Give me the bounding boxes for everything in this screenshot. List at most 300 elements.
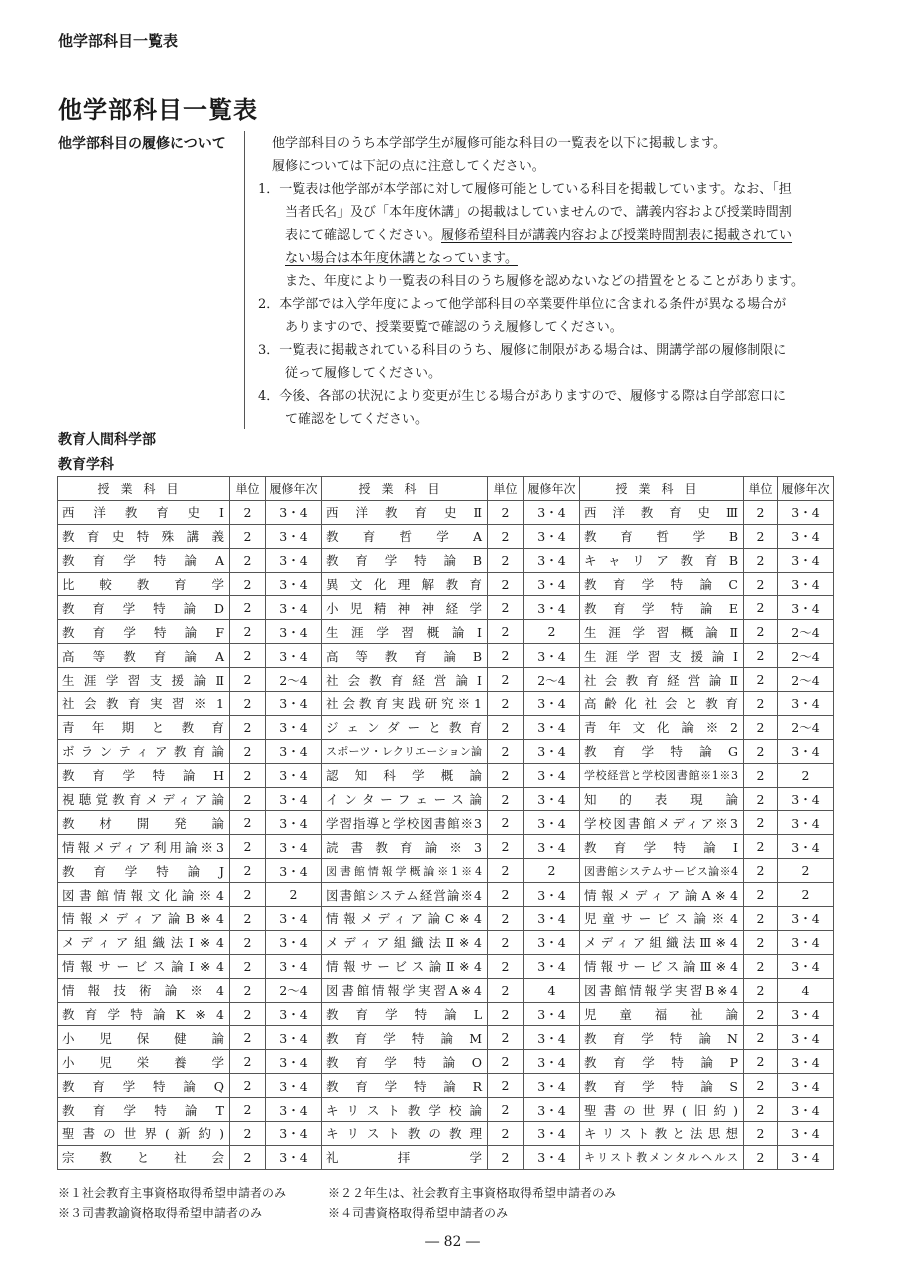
course-year: 3・4 [266,907,322,931]
course-year: 3・4 [266,1098,322,1122]
page-number: ― 82 ― [425,1234,480,1250]
course-year: 2〜4 [778,620,834,644]
table-row [58,572,834,596]
course-subject: 教育学特論A [58,548,230,572]
course-year: 3・4 [266,835,322,859]
course-year: 3・4 [266,930,322,954]
course-subject: 小児保健論 [58,1026,230,1050]
course-subject: インターフェース論 [322,787,488,811]
header-credits: 単位 [488,477,524,501]
course-credits: 2 [488,668,524,692]
course-credits: 2 [230,1002,266,1026]
course-subject: 教育学特論L [322,1002,488,1026]
notes-line-text: 従って履修してください。 [285,366,442,381]
course-year: 3・4 [266,859,322,883]
table-row [58,1098,834,1122]
course-credits: 2 [230,1050,266,1074]
course-year: 3・4 [524,644,580,668]
course-year: 3・4 [778,1050,834,1074]
course-credits: 2 [230,787,266,811]
course-subject: 聖書の世界(旧約) [580,1098,744,1122]
course-subject: メディア組織法Ⅱ※4 [322,930,488,954]
course-year: 2〜4 [266,978,322,1002]
course-year: 3・4 [524,954,580,978]
course-credits: 2 [230,763,266,787]
course-subject: 高等教育論A [58,644,230,668]
course-credits: 2 [230,930,266,954]
table-row [58,859,834,883]
table-row [58,1074,834,1098]
course-credits: 2 [230,524,266,548]
course-subject: 教育学特論J [58,859,230,883]
course-subject: 教育学特論G [580,739,744,763]
course-year: 3・4 [524,739,580,763]
course-year: 3・4 [778,1145,834,1169]
course-credits: 2 [230,739,266,763]
notes-line-text: 当者氏名」及び「本年度休講」の掲載はしていませんので、講義内容および授業時間割 [285,205,792,220]
course-subject: 情報メディア利用論※3 [58,835,230,859]
course-subject: 図書館情報学概論※1※4 [322,859,488,883]
notes-body [258,132,838,431]
course-subject: 生涯学習支援論Ⅰ [580,644,744,668]
table-row [58,692,834,716]
course-credits: 2 [744,930,778,954]
course-year: 3・4 [266,787,322,811]
course-year: 3・4 [266,1074,322,1098]
course-subject: 知的表現論 [580,787,744,811]
table-row [58,596,834,620]
course-subject: 高齢化社会と教育 [580,692,744,716]
table-row [58,978,834,1002]
course-credits: 2 [230,954,266,978]
course-credits: 2 [230,835,266,859]
notes-line-text: 4．今後、各部の状況により変更が生じる場合がありますので、履修する際は自学部窓口に [258,389,787,404]
subdepartment-title: 教育学科 [58,457,114,473]
course-credits: 2 [230,1074,266,1098]
course-credits: 2 [744,668,778,692]
course-credits: 2 [488,1122,524,1146]
course-subject: 児童福祉論 [580,1002,744,1026]
course-year: 3・4 [524,763,580,787]
notes-line-text: 1．一覧表は他学部が本学部に対して履修可能としている科目を掲載しています。なお、「担 [258,182,792,197]
footnote: ※１社会教育主事資格取得希望申請者のみ [58,1186,287,1200]
course-subject: 図書館情報学実習A※4 [322,978,488,1002]
course-year: 3・4 [778,907,834,931]
footnote: ※２２年生は、社会教育主事資格取得希望申請者のみ [328,1186,617,1200]
notes-line-text: また、年度により一覧表の科目のうち履修を認めないなどの措置をとることがあります。 [285,274,804,289]
course-table [57,476,834,1170]
course-credits: 2 [230,1098,266,1122]
course-subject: 小児栄養学 [58,1050,230,1074]
course-credits: 2 [744,620,778,644]
course-year: 3・4 [266,1145,322,1169]
table-row [58,668,834,692]
course-credits: 2 [488,548,524,572]
notes-line [258,362,838,385]
footnotes [58,1183,616,1223]
course-credits: 2 [744,787,778,811]
course-year: 2 [524,859,580,883]
course-credits: 2 [230,644,266,668]
course-year: 3・4 [524,1098,580,1122]
course-subject: ボランティア教育論 [58,739,230,763]
course-year: 3・4 [778,548,834,572]
course-subject: 教育学特論T [58,1098,230,1122]
course-year: 3・4 [524,1074,580,1098]
course-year: 3・4 [524,500,580,524]
course-subject: キリスト教と法思想 [580,1122,744,1146]
course-year: 3・4 [778,1002,834,1026]
course-credits: 2 [488,883,524,907]
table-row [58,644,834,668]
course-year: 3・4 [524,572,580,596]
course-year: 4 [524,978,580,1002]
header-year: 履修年次 [266,477,322,501]
table-row [58,739,834,763]
course-year: 3・4 [524,596,580,620]
course-credits: 2 [744,596,778,620]
course-subject: キャリア教育B [580,548,744,572]
course-subject: 生涯学習支援論Ⅱ [58,668,230,692]
course-year: 3・4 [778,1074,834,1098]
course-credits: 2 [230,811,266,835]
course-subject: 青年期と教育 [58,715,230,739]
course-year: 3・4 [266,811,322,835]
course-subject: 情報サービス論Ⅱ※4 [322,954,488,978]
course-subject: 高等教育論B [322,644,488,668]
notes-line [258,385,838,408]
course-year: 3・4 [778,930,834,954]
course-subject: 教育学特論M [322,1026,488,1050]
course-credits: 2 [744,692,778,716]
notes-divider [244,131,245,429]
course-subject: 礼拝学 [322,1145,488,1169]
course-credits: 2 [488,644,524,668]
department-title: 教育人間科学部 [58,432,156,448]
header-credits: 単位 [744,477,778,501]
course-credits: 2 [744,739,778,763]
course-credits: 2 [744,811,778,835]
course-credits: 2 [230,978,266,1002]
course-credits: 2 [488,1098,524,1122]
course-subject: 情報技術論※4 [58,978,230,1002]
course-year: 3・4 [266,692,322,716]
course-credits: 2 [230,907,266,931]
course-subject: 西洋教育史Ⅲ [580,500,744,524]
course-subject: 視聴覚教育メディア論 [58,787,230,811]
course-year: 3・4 [266,739,322,763]
table-row [58,620,834,644]
course-credits: 2 [744,572,778,596]
course-credits: 2 [744,835,778,859]
running-header: 他学部科目一覧表 [58,32,179,50]
course-year: 3・4 [778,739,834,763]
course-credits: 2 [744,883,778,907]
course-subject: メディア組織法Ⅲ※4 [580,930,744,954]
course-subject: 比較教育学 [58,572,230,596]
course-subject: 図書館情報学実習B※4 [580,978,744,1002]
course-year: 3・4 [266,1122,322,1146]
header-credits: 単位 [230,477,266,501]
course-year: 3・4 [266,1026,322,1050]
course-subject: 教育学特論O [322,1050,488,1074]
course-subject: 情報メディア論C※4 [322,907,488,931]
course-subject: メディア組織法Ⅰ※4 [58,930,230,954]
course-year: 2 [266,883,322,907]
course-credits: 2 [230,548,266,572]
course-subject: 情報メディア論B※4 [58,907,230,931]
course-subject: 教育学特論E [580,596,744,620]
course-credits: 2 [488,620,524,644]
course-credits: 2 [488,596,524,620]
course-year: 3・4 [524,1145,580,1169]
course-credits: 2 [230,500,266,524]
course-year: 3・4 [524,1026,580,1050]
table-row [58,1122,834,1146]
course-subject: 情報サービス論Ⅲ※4 [580,954,744,978]
course-year: 2〜4 [778,668,834,692]
course-subject: 読書教育論※3 [322,835,488,859]
course-credits: 2 [744,763,778,787]
course-subject: 学習指導と学校図書館※3 [322,811,488,835]
course-credits: 2 [488,907,524,931]
course-year: 2〜4 [778,644,834,668]
course-credits: 2 [488,1074,524,1098]
course-credits: 2 [488,763,524,787]
course-subject: 児童サービス論※4 [580,907,744,931]
notes-line-text: 履修については下記の点に注意してください。 [272,159,545,174]
course-subject: 教育学特論Ⅰ [580,835,744,859]
course-year: 3・4 [524,1122,580,1146]
table-row [58,883,834,907]
course-credits: 2 [230,1026,266,1050]
course-year: 3・4 [524,835,580,859]
table-row [58,907,834,931]
course-year: 3・4 [266,620,322,644]
course-subject: 教育哲学B [580,524,744,548]
course-year: 2 [524,620,580,644]
course-subject: 認知科学概論 [322,763,488,787]
course-credits: 2 [488,835,524,859]
course-credits: 2 [744,1145,778,1169]
course-credits: 2 [488,572,524,596]
course-credits: 2 [744,1098,778,1122]
course-credits: 2 [488,811,524,835]
table-row [58,930,834,954]
course-credits: 2 [230,1122,266,1146]
notes-line [258,339,838,362]
course-subject: 情報サービス論Ⅰ※4 [58,954,230,978]
course-year: 3・4 [778,1026,834,1050]
notes-line [258,178,838,201]
course-credits: 2 [744,1002,778,1026]
course-subject: 図書館情報文化論※4 [58,883,230,907]
course-credits: 2 [488,978,524,1002]
course-year: 3・4 [266,954,322,978]
course-subject: 教育学特論Q [58,1074,230,1098]
table-row [58,787,834,811]
table-row [58,1002,834,1026]
course-credits: 2 [230,883,266,907]
header-subject: 授業科目 [322,477,488,501]
course-year: 3・4 [266,1002,322,1026]
course-credits: 2 [744,907,778,931]
course-year: 3・4 [778,1098,834,1122]
course-credits: 2 [744,859,778,883]
course-credits: 2 [744,1026,778,1050]
course-year: 3・4 [266,524,322,548]
course-year: 3・4 [524,811,580,835]
course-credits: 2 [744,978,778,1002]
course-credits: 2 [744,500,778,524]
notes-line-text: 表にて確認してください。 [285,228,442,243]
course-subject: 小児精神神経学 [322,596,488,620]
notes-line [258,224,838,247]
course-subject: 生涯学習概論Ⅱ [580,620,744,644]
course-year: 2〜4 [778,715,834,739]
notes-line-text: ありますので、授業要覧で確認のうえ履修してください。 [285,320,623,335]
notes-line-underlined: 履修希望科目が講義内容および授業時間割表に掲載されてい [441,228,793,243]
notes-line-text: て確認をしてください。 [285,412,429,427]
course-year: 3・4 [266,596,322,620]
course-year: 3・4 [778,500,834,524]
course-credits: 2 [230,668,266,692]
table-row [58,1145,834,1169]
course-subject: 異文化理解教育 [322,572,488,596]
course-credits: 2 [744,524,778,548]
page-title: 他学部科目一覧表 [58,96,258,124]
notes-line [258,132,838,155]
course-credits: 2 [488,930,524,954]
course-subject: 教材開発論 [58,811,230,835]
course-credits: 2 [488,739,524,763]
table-row [58,954,834,978]
course-subject: キリスト教学校論 [322,1098,488,1122]
course-year: 3・4 [266,1050,322,1074]
footnote: ※３司書教諭資格取得希望申請者のみ [58,1206,263,1220]
table-header-row [58,477,834,501]
course-year: 2 [778,859,834,883]
notes-line [258,293,838,316]
course-year: 3・4 [524,907,580,931]
course-credits: 2 [230,620,266,644]
course-credits: 2 [744,1074,778,1098]
course-credits: 2 [744,715,778,739]
course-year: 3・4 [778,787,834,811]
course-subject: 学校図書館メディア※3 [580,811,744,835]
course-subject: 青年文化論※2 [580,715,744,739]
table-row [58,715,834,739]
course-year: 3・4 [524,787,580,811]
course-subject: キリスト教メンタルヘルス [580,1145,744,1169]
course-subject: 教育学特論R [322,1074,488,1098]
course-subject: ジェンダーと教育 [322,715,488,739]
header-subject: 授業科目 [58,477,230,501]
course-table-body [58,500,834,1169]
course-year: 2 [778,883,834,907]
course-subject: 学校経営と学校図書館※1※3 [580,763,744,787]
course-credits: 2 [230,596,266,620]
course-year: 3・4 [524,1002,580,1026]
course-year: 2〜4 [524,668,580,692]
notes-line-text: 2．本学部では入学年度によって他学部科目の卒業要件単位に含まれる条件が異なる場合が [258,297,787,312]
course-subject: 図書館システム経営論※4 [322,883,488,907]
course-credits: 2 [488,692,524,716]
course-year: 3・4 [524,692,580,716]
notes-line [258,247,838,270]
course-credits: 2 [488,859,524,883]
course-year: 2 [778,763,834,787]
table-row [58,1026,834,1050]
course-subject: 社会教育経営論Ⅱ [580,668,744,692]
table-row [58,763,834,787]
course-year: 3・4 [778,572,834,596]
notes-line-underlined: ない場合は本年度休講となっています。 [285,251,518,266]
course-subject: 教育学特論B [322,548,488,572]
notes-line [258,201,838,224]
course-credits: 2 [488,524,524,548]
table-row [58,500,834,524]
header-year: 履修年次 [778,477,834,501]
course-subject: 社会教育実践研究※1 [322,692,488,716]
course-year: 3・4 [524,548,580,572]
course-subject: 宗教と社会 [58,1145,230,1169]
course-subject: 教育学特論P [580,1050,744,1074]
course-credits: 2 [744,954,778,978]
notes-heading: 他学部科目の履修について [58,136,226,152]
course-credits: 2 [488,1145,524,1169]
course-credits: 2 [230,715,266,739]
course-year: 3・4 [266,548,322,572]
course-subject: 西洋教育史Ⅱ [322,500,488,524]
course-credits: 2 [488,715,524,739]
course-year: 3・4 [778,811,834,835]
table-row [58,1050,834,1074]
course-credits: 2 [744,548,778,572]
course-year: 3・4 [266,644,322,668]
course-year: 2〜4 [266,668,322,692]
course-year: 3・4 [778,954,834,978]
course-year: 3・4 [778,835,834,859]
course-year: 3・4 [266,500,322,524]
course-credits: 2 [744,1050,778,1074]
course-subject: 社会教育経営論Ⅰ [322,668,488,692]
course-year: 3・4 [778,1122,834,1146]
footnote: ※４司書資格取得希望申請者のみ [328,1206,509,1220]
course-year: 4 [778,978,834,1002]
course-subject: キリスト教の教理 [322,1122,488,1146]
course-subject: 教育学特論F [58,620,230,644]
notes-line [258,270,838,293]
course-credits: 2 [488,1002,524,1026]
course-subject: 生涯学習概論Ⅰ [322,620,488,644]
course-subject: 教育学特論D [58,596,230,620]
course-credits: 2 [230,692,266,716]
course-credits: 2 [230,859,266,883]
course-subject: 西洋教育史Ⅰ [58,500,230,524]
table-row [58,548,834,572]
notes-line [258,316,838,339]
course-year: 3・4 [778,692,834,716]
course-year: 3・4 [524,883,580,907]
notes-line [258,408,838,431]
course-credits: 2 [744,644,778,668]
course-subject: 教育学特論K※4 [58,1002,230,1026]
course-subject: 教育学特論S [580,1074,744,1098]
footnote-row [58,1183,616,1203]
course-year: 3・4 [524,715,580,739]
course-year: 3・4 [524,1050,580,1074]
